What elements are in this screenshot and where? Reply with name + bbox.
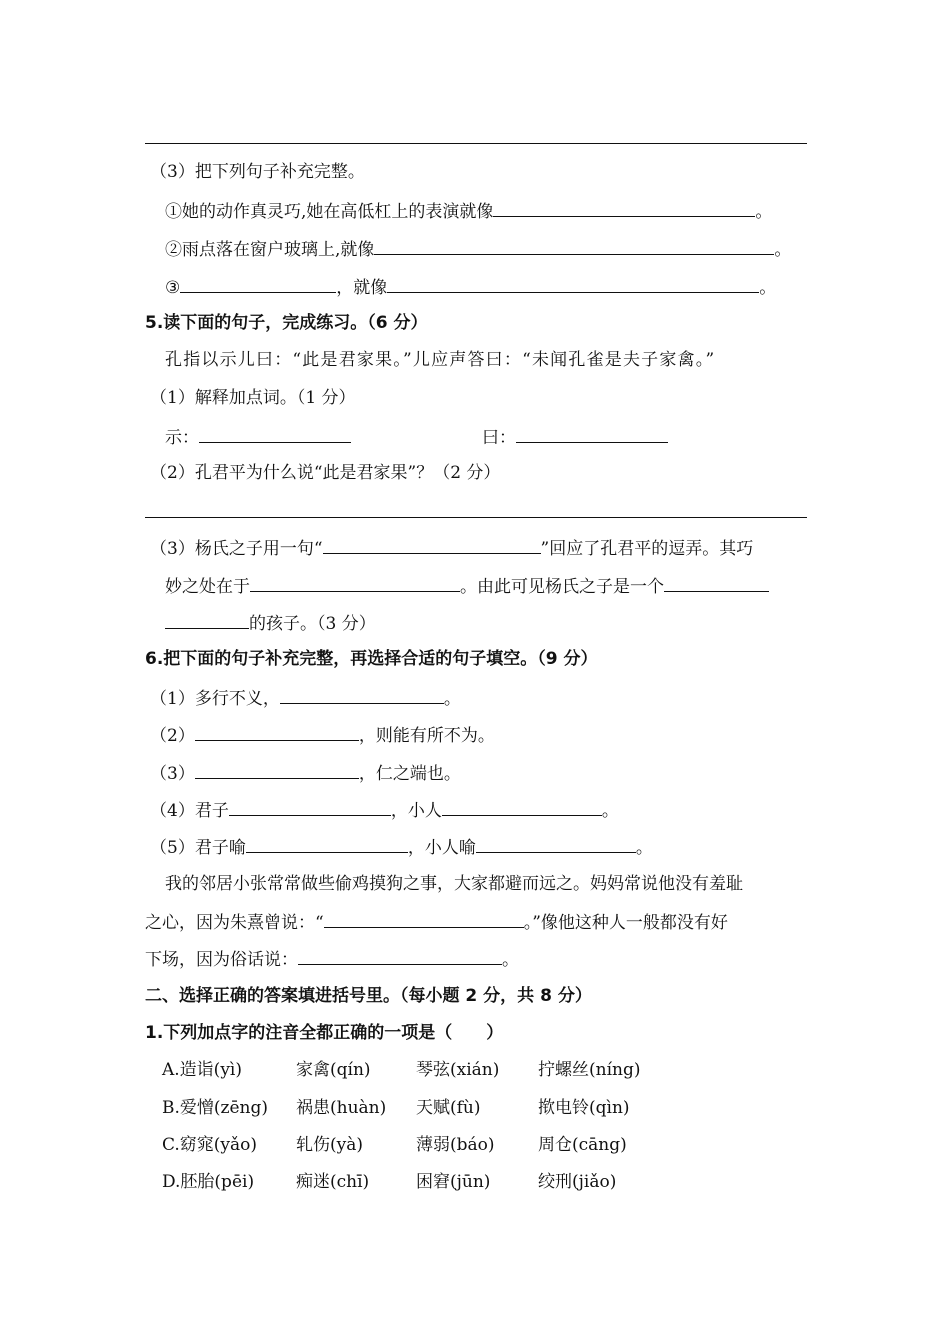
answer-blank[interactable] <box>493 198 755 217</box>
answer-blank[interactable] <box>280 685 444 704</box>
answer-blank[interactable] <box>250 573 460 592</box>
item-text: （3） <box>150 764 195 784</box>
answer-blank[interactable] <box>298 946 502 965</box>
answer-line-top <box>145 143 807 144</box>
sentence-2-text: ②雨点落在窗户玻璃上,就像 <box>165 240 375 260</box>
option-c-4: 周仓(cāng) <box>538 1135 627 1155</box>
answer-line-q5-2 <box>145 517 807 518</box>
item-text: （5）君子喻 <box>150 838 246 858</box>
answer-blank[interactable] <box>246 834 408 853</box>
part-3-text: 的孩子。（3 分） <box>249 614 376 634</box>
item-text: ，则能有所不为。 <box>358 726 495 746</box>
q5-word-2 <box>482 424 668 450</box>
q6-paragraph-line-2 <box>145 909 728 935</box>
paragraph-text: 下场，因为俗话说： <box>145 950 298 970</box>
answer-blank[interactable] <box>476 834 636 853</box>
section-2-question-1: 1.下列加点字的注音全都正确的一项是（ ） <box>145 1023 504 1043</box>
section-2-title: 二、选择正确的答案填进括号里。（每小题 2 分，共 8 分） <box>145 986 592 1006</box>
sentence-2-end: 。 <box>774 240 792 260</box>
q5-part-1: （1）解释加点词。（1 分） <box>150 388 356 408</box>
q6-paragraph-line-1: 我的邻居小张常常做些偷鸡摸狗之事，大家都避而远之。妈妈常说他没有羞耻 <box>165 874 743 894</box>
q6-title: 6.把下面的句子补充完整，再选择合适的句子填空。（9 分） <box>145 649 598 669</box>
sentence-3-end: 。 <box>759 278 777 298</box>
paragraph-text: 。”像他这种人一般都没有好 <box>523 913 728 933</box>
option-a-3: 琴弦(xián) <box>416 1060 500 1080</box>
option-c-1: C.窈窕(yǎo) <box>162 1135 258 1155</box>
part-3-text: 。由此可见杨氏之子是一个 <box>460 577 664 597</box>
q6-item-1 <box>150 685 461 711</box>
answer-blank[interactable] <box>180 274 336 293</box>
option-d-2: 痴迷(chī) <box>296 1172 370 1192</box>
item-text: ，小人喻 <box>407 838 476 858</box>
sentence-3-num: ③ <box>165 278 181 298</box>
item-text: （1）多行不义， <box>150 689 280 709</box>
option-d-1: D.胚胎(pēi) <box>162 1172 255 1192</box>
q5-part-2: （2）孔君平为什么说“此是君家果”？（2 分） <box>150 463 501 483</box>
option-a-1: A.造诣(yì) <box>162 1060 242 1080</box>
q5-title: 5.读下面的句子，完成练习。（6 分） <box>145 313 428 333</box>
item-text: ，小人 <box>390 801 442 821</box>
word-label: 示： <box>165 428 199 448</box>
answer-blank[interactable] <box>165 610 249 629</box>
answer-blank[interactable] <box>195 722 359 741</box>
q4-3-sentence-3 <box>165 274 776 300</box>
answer-blank[interactable] <box>516 424 668 443</box>
sentence-1-text: ①她的动作真灵巧,她在高低杠上的表演就像 <box>165 202 494 222</box>
option-b-1: B.爱憎(zēng) <box>162 1098 269 1118</box>
q5-passage: 孔指以示儿曰：“此是君家果。”儿应声答曰：“未闻孔雀是夫子家禽。” <box>165 350 716 370</box>
answer-blank[interactable] <box>664 573 769 592</box>
option-d-3: 困窘(jūn) <box>416 1172 491 1192</box>
q6-item-5 <box>150 834 653 860</box>
part-3-text: （3）杨氏之子用一句“ <box>150 539 323 559</box>
answer-blank[interactable] <box>199 424 351 443</box>
q5-part-3-line-3 <box>165 610 376 636</box>
answer-blank[interactable] <box>442 797 602 816</box>
q5-part-3-line-2 <box>165 573 769 599</box>
answer-blank[interactable] <box>323 535 541 554</box>
paragraph-text: 之心，因为朱熹曾说：“ <box>145 913 324 933</box>
answer-blank[interactable] <box>324 909 524 928</box>
item-text: ，仁之端也。 <box>358 764 461 784</box>
option-a-2: 家禽(qín) <box>296 1060 371 1080</box>
q6-item-3 <box>150 760 461 786</box>
item-text: 。 <box>601 801 619 821</box>
q6-item-2 <box>150 722 495 748</box>
option-d-4: 绞刑(jiǎo) <box>538 1172 617 1192</box>
answer-blank[interactable] <box>229 797 391 816</box>
q6-paragraph-line-3 <box>145 946 519 972</box>
q5-part-3-line-1 <box>150 535 753 561</box>
word-label: 曰： <box>482 428 516 448</box>
q5-word-1 <box>165 424 351 450</box>
paragraph-text: 。 <box>502 950 519 970</box>
option-c-3: 薄弱(báo) <box>416 1135 495 1155</box>
answer-blank[interactable] <box>374 236 774 255</box>
item-text: 。 <box>443 689 461 709</box>
q6-item-4 <box>150 797 619 823</box>
option-b-3: 天赋(fù) <box>416 1098 481 1118</box>
sentence-3-mid: ，就像 <box>336 278 388 298</box>
option-c-2: 轧伤(yà) <box>296 1135 364 1155</box>
q4-3-sentence-1 <box>165 198 772 224</box>
part-3-text: 妙之处在于 <box>165 577 250 597</box>
option-a-4: 拧螺丝(níng) <box>538 1060 641 1080</box>
part-3-text: ”回应了孔君平的逗弄。其巧 <box>540 539 754 559</box>
option-b-2: 祸患(huàn) <box>296 1098 387 1118</box>
q4-3-sentence-2 <box>165 236 791 262</box>
q4-3-title: （3）把下列句子补充完整。 <box>150 162 365 182</box>
answer-blank[interactable] <box>387 274 759 293</box>
sentence-1-end: 。 <box>755 202 773 222</box>
item-text: 。 <box>635 838 653 858</box>
item-text: （4）君子 <box>150 801 229 821</box>
option-b-4: 揿电铃(qìn) <box>538 1098 630 1118</box>
item-text: （2） <box>150 726 195 746</box>
answer-blank[interactable] <box>195 760 359 779</box>
